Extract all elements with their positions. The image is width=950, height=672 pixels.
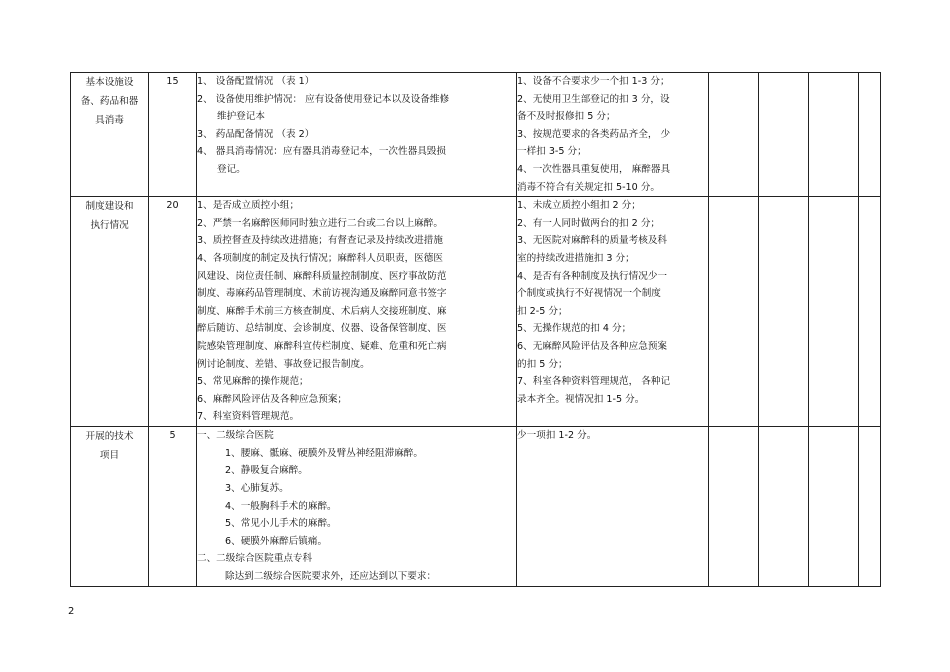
score-cell: 15 [149, 73, 197, 197]
rule-line: 3、按规范要求的各类药品齐全， 少 [517, 128, 671, 140]
empty-cell [859, 427, 881, 586]
content-line: 维护登记本 [217, 111, 265, 123]
rule-line: 的扣 5 分； [517, 358, 568, 370]
deduction-cell [517, 73, 709, 197]
content-line: 一、二级综合医院 [197, 430, 274, 442]
content-cell [197, 197, 517, 427]
rule-line: 4、一次性器具重复使用， 麻醉器具 [517, 163, 671, 175]
content-line: 5、常见小儿手术的麻醉。 [225, 518, 337, 530]
empty-cell [759, 197, 809, 427]
deduction-cell [517, 197, 709, 427]
category-line: 执行情况 [90, 220, 129, 232]
category-line: 备、药品和器 [80, 96, 139, 107]
deduction-cell [517, 427, 709, 586]
empty-cell [859, 73, 881, 197]
empty-cell [709, 197, 759, 427]
empty-cell [709, 427, 759, 586]
content-line: 3、心肺复苏。 [225, 482, 289, 494]
table-row-regulations [71, 197, 881, 427]
rule-line: 消毒不符合有关规定扣 5-10 分。 [517, 181, 660, 193]
content-line: 2、 设备使用维护情况： 应有设备使用登记本以及设备维修 [197, 93, 450, 105]
category-line: 制度建设和 [85, 201, 134, 213]
content-line: 例讨论制度、差错、事故登记报告制度。 [197, 358, 370, 370]
rule-line: 一样扣 3-5 分； [517, 146, 587, 158]
score-cell: 20 [149, 197, 197, 427]
content-line: 除达到二级综合医院要求外，还应达到以下要求： [225, 570, 437, 582]
empty-cell [859, 197, 881, 427]
content-line: 1、是否成立质控小组； [197, 200, 300, 212]
rule-line: 备不及时报修扣 5 分； [517, 111, 616, 123]
evaluation-table [70, 72, 881, 587]
category-line: 项目 [99, 450, 120, 462]
content-line: 登记。 [217, 163, 246, 175]
empty-cell [759, 73, 809, 197]
rule-line: 1、设备不合要求少一个扣 1-3 分； [517, 76, 670, 87]
category-cell [71, 197, 149, 427]
content-line: 7、科室资料管理规范。 [197, 411, 300, 423]
rule-line: 6、无麻醉风险评估及各种应急预案 [517, 340, 668, 352]
empty-cell [809, 197, 859, 427]
content-line: 制度、毒麻药品管理制度、术前访视沟通及麻醉同意书签字 [197, 288, 447, 300]
content-line: 2、严禁一名麻醉医师同时独立进行二台或二台以上麻醉。 [197, 217, 443, 229]
rule-line: 2、无使用卫生部登记的扣 3 分，设 [517, 93, 670, 105]
content-line: 1、 设备配置情况 （表 1） [197, 76, 315, 87]
content-cell [197, 427, 517, 586]
table-row-equipment [71, 73, 881, 197]
category-cell [71, 73, 149, 197]
rule-line: 3、无医院对麻醉科的质量考核及科 [517, 235, 668, 247]
empty-cell [809, 73, 859, 197]
content-line: 醉后随访、总结制度、会诊制度、仪器、设备保管制度、医 [197, 323, 447, 335]
content-line: 院感染管理制度、麻醉科宣传栏制度、疑难、危重和死亡病 [197, 340, 447, 352]
category-line: 开展的技术 [85, 431, 134, 443]
content-line: 3、 药品配备情况 （表 2） [197, 128, 315, 140]
empty-cell [759, 427, 809, 586]
content-line: 风建设、岗位责任制、麻醉科质量控制制度、医疗事故防范 [197, 270, 447, 282]
table-row-techniques [71, 427, 881, 586]
rule-line: 5、无操作规范的扣 4 分； [517, 323, 632, 335]
score-cell: 5 [149, 427, 197, 586]
page-number: 2 [68, 606, 75, 617]
category-line: 具消毒 [95, 115, 124, 126]
rule-line: 4、是否有各种制度及执行情况少一 [517, 270, 668, 282]
content-line: 二、二级综合医院重点专科 [197, 553, 313, 565]
content-line: 制度、麻醉手术前三方核查制度、术后病人交接班制度、麻 [197, 305, 447, 317]
content-line: 1、腰麻、骶麻、硬膜外及臂丛神经阻滞麻醉。 [225, 447, 423, 459]
content-line: 4、各项制度的制定及执行情况；麻醉科人员职责，医德医 [197, 252, 443, 264]
category-cell [71, 427, 149, 586]
content-line: 4、一般胸科手术的麻醉。 [225, 500, 337, 512]
content-line: 6、硬膜外麻醉后镇痛。 [225, 535, 328, 547]
content-line: 5、常见麻醉的操作规范； [197, 376, 309, 388]
category-line: 基本设施设 [85, 77, 134, 88]
content-line: 2、静吸复合麻醉。 [225, 465, 308, 477]
rule-line: 1、未成立质控小组扣 2 分； [517, 200, 641, 212]
content-line: 4、 器具消毒情况：应有器具消毒登记本，一次性器具毁损 [197, 146, 446, 158]
content-line: 3、质控督查及持续改进措施；有督查记录及持续改进措施 [197, 235, 443, 247]
rule-line: 2、有一人同时做两台的扣 2 分； [517, 217, 661, 229]
content-line: 6、麻醉风险评估及各种应急预案； [197, 393, 348, 405]
empty-cell [809, 427, 859, 586]
rule-line: 扣 2-5 分； [517, 305, 568, 317]
rule-line: 录本齐全。视情况扣 1-5 分。 [517, 393, 645, 405]
content-cell [197, 73, 517, 197]
empty-cell [709, 73, 759, 197]
rule-line: 7、科室各种资料管理规范， 各种记 [517, 376, 671, 388]
rule-line: 少一项扣 1-2 分。 [517, 430, 597, 442]
rule-line: 个制度或执行不好视情况一个制度 [517, 288, 661, 300]
rule-line: 室的持续改进措施扣 3 分； [517, 252, 635, 264]
